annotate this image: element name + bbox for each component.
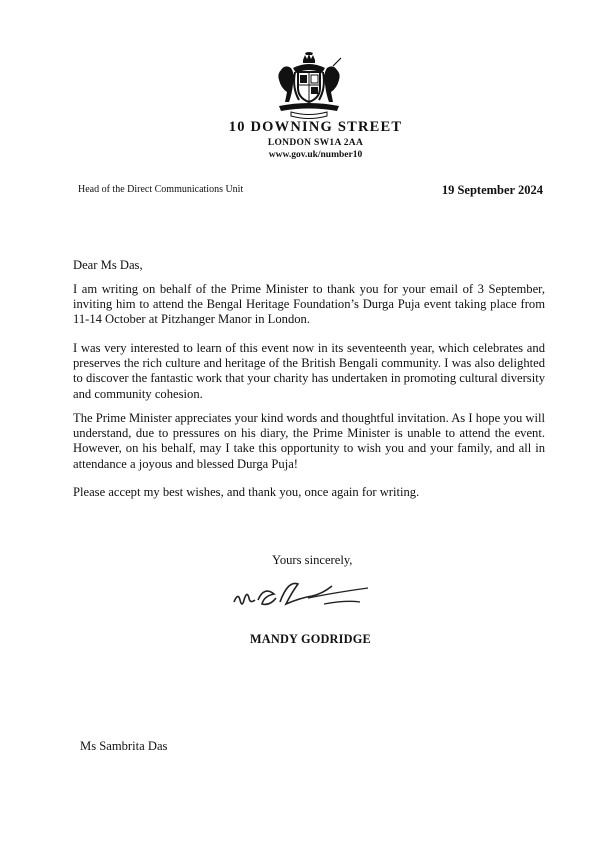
sender-department: Head of the Direct Communications Unit — [78, 184, 244, 195]
paragraph-1: I am writing on behalf of the Prime Minister to thank you for your email of 3 September, inviting him to attend the Bengal Heritage Foundation’s Durga Puja event taking place from 11-14 October at Pitzhanger Manor in London. — [73, 282, 545, 327]
royal-crest-icon — [271, 52, 347, 122]
signer-name: MANDY GODRIDGE — [250, 632, 371, 646]
paragraph-2: I was very interested to learn of this event now in its seventeenth year, which celebrates and preserves the rich culture and heritage of the British Bengali community. I was also delighted to discover the fantastic work that your charity has undertaken in promoting cultural diversity and community cohesion. — [73, 341, 545, 401]
letterhead-address: LONDON SW1A 2AA — [267, 138, 364, 148]
letter-date: 19 September 2024 — [441, 183, 543, 197]
salutation: Dear Ms Das, — [73, 258, 143, 272]
letterhead-title: 10 DOWNING STREET — [228, 119, 403, 135]
paragraph-3: The Prime Minister appreciates your kind words and thoughtful invitation. As I hope you will understand, due to pressures on his diary, the Prime Minister is unable to attend the event. However, on his behalf, may I take this opportunity to wish you and your family, and all in attendance a joyous and blessed Durga Puja! — [73, 411, 545, 471]
paragraph-4: Please accept my best wishes, and thank you, once again for writing. — [73, 485, 420, 499]
handwritten-signature — [228, 578, 400, 614]
letterhead-website: www.gov.uk/number10 — [268, 150, 363, 160]
sign-off: Yours sincerely, — [272, 553, 353, 567]
recipient-name: Ms Sambrita Das — [80, 739, 168, 753]
